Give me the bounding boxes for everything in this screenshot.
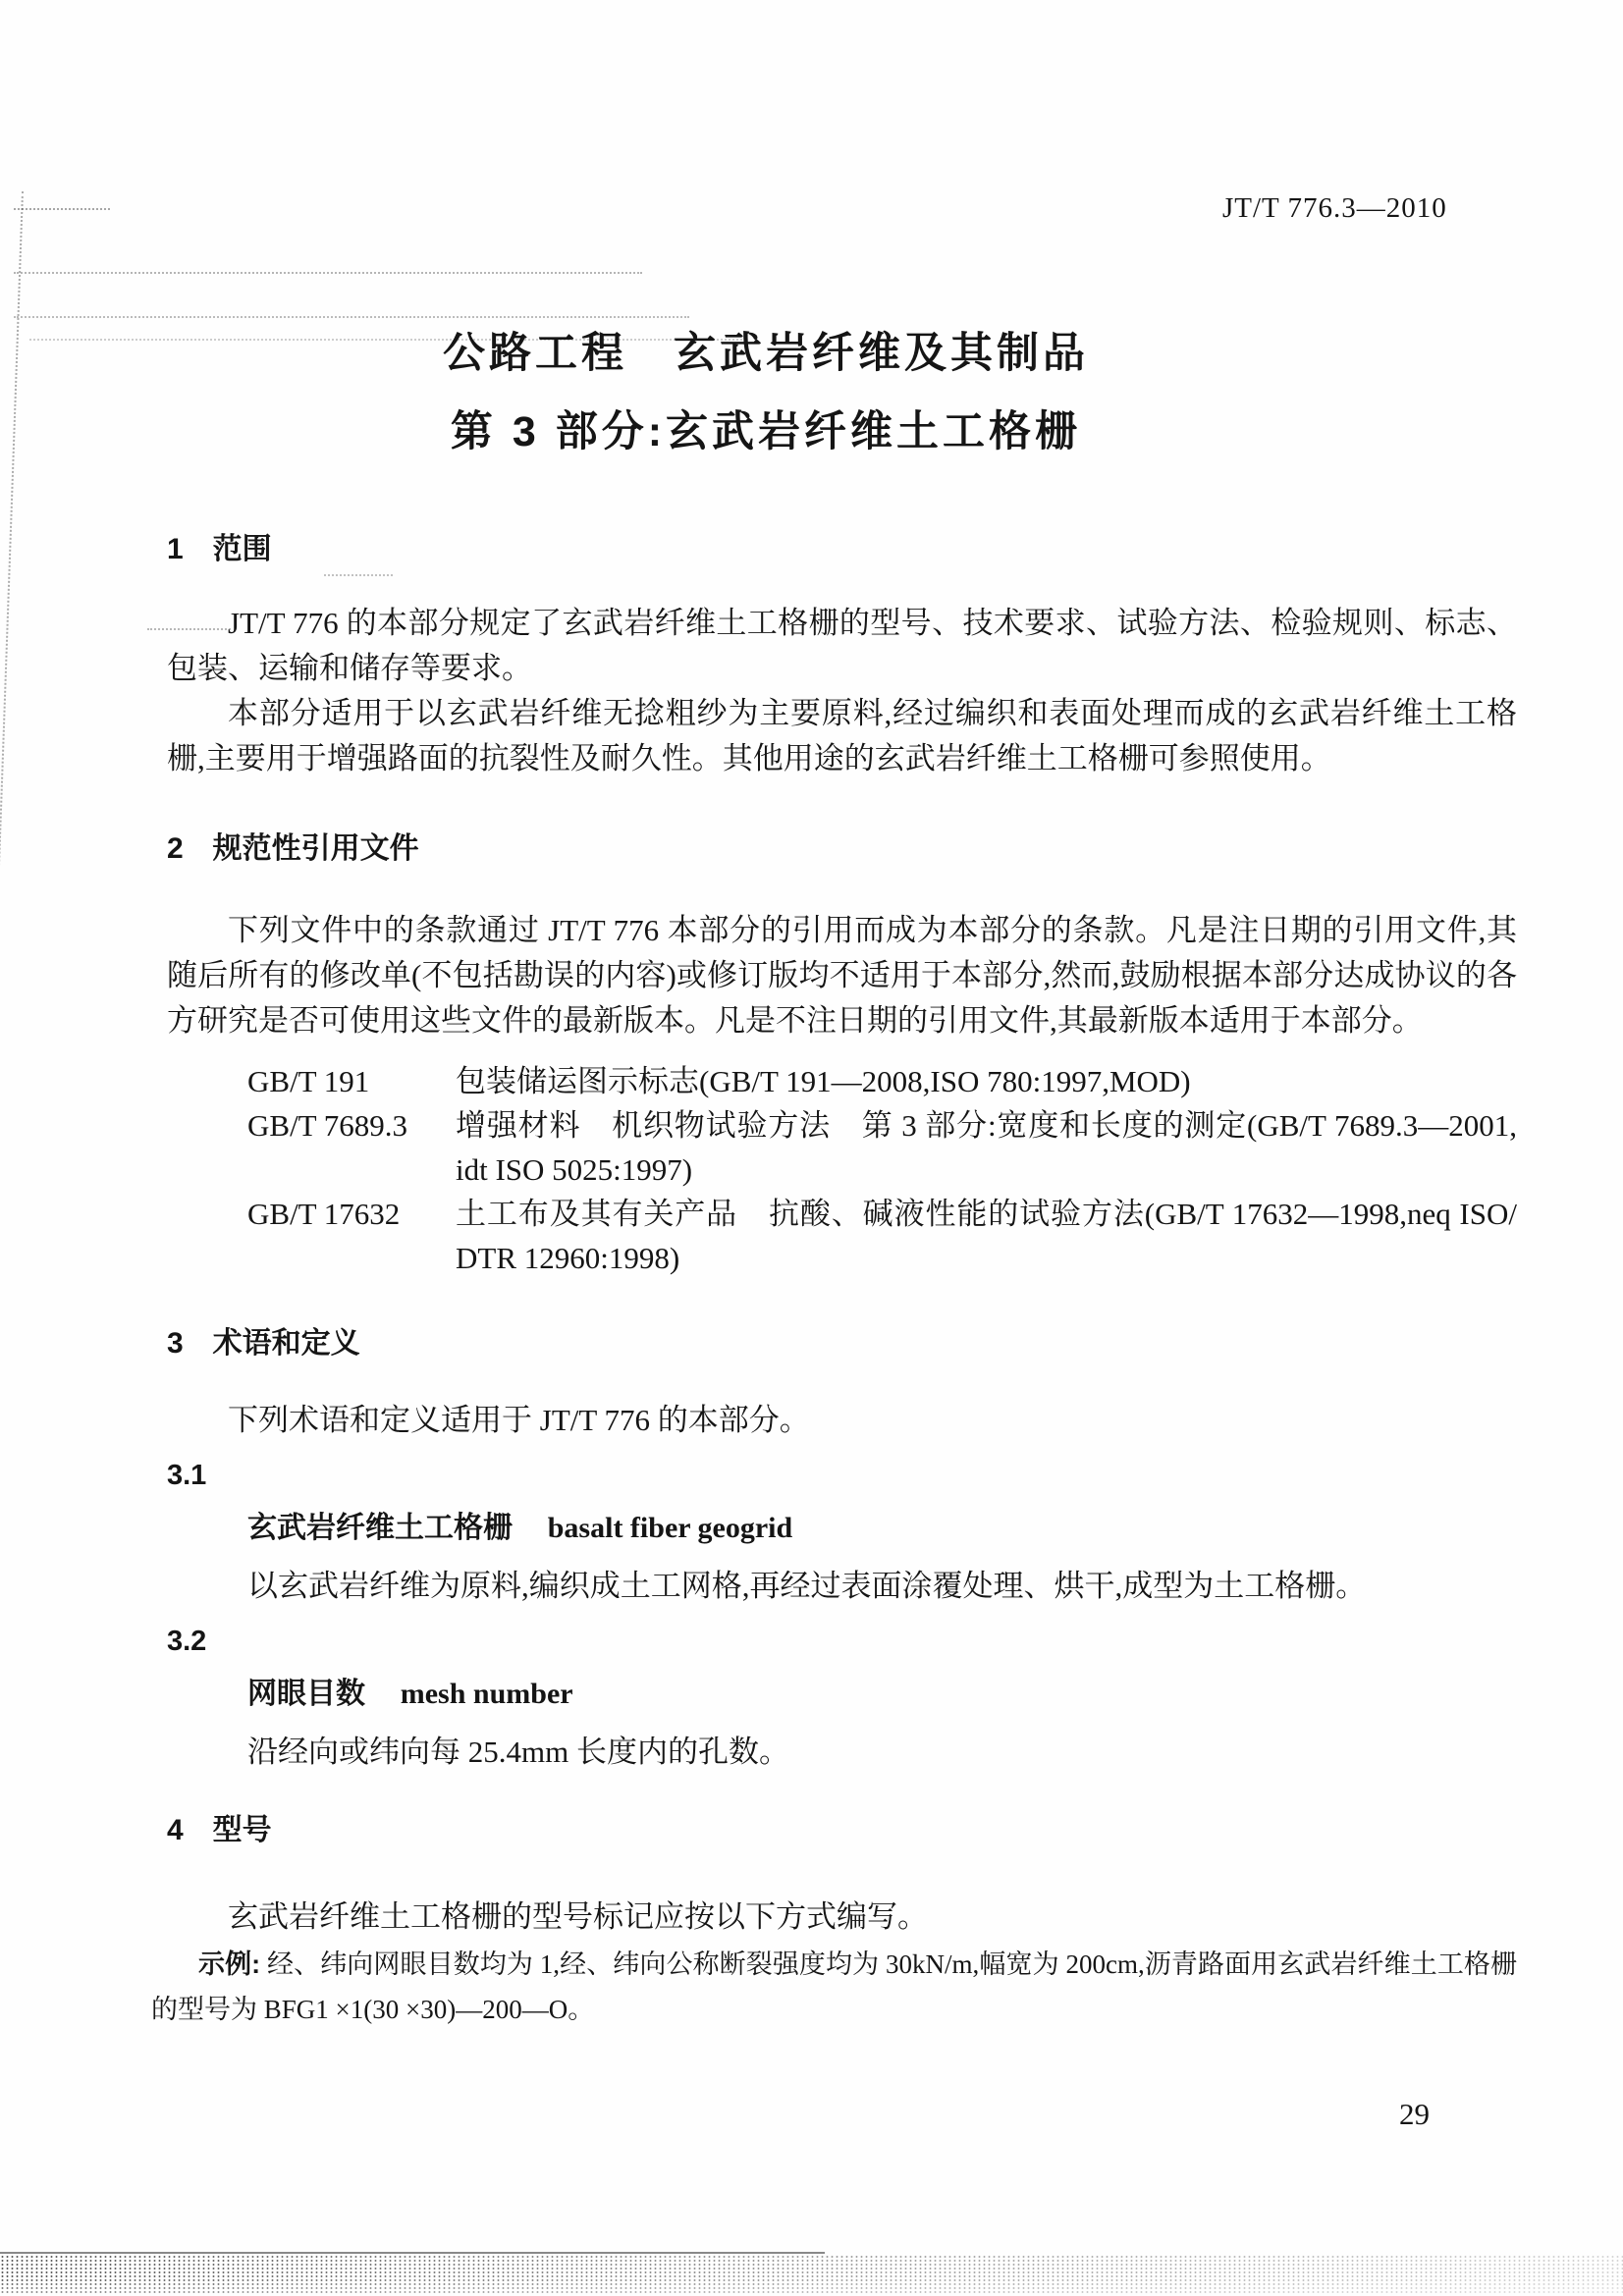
title-line-2: 第 3 部分:玄武岩纤维土工格栅 bbox=[450, 408, 1082, 455]
scan-artifact-noise-band bbox=[0, 2255, 1623, 2294]
document-title bbox=[0, 320, 1532, 458]
term-chinese: 网眼目数 bbox=[247, 1678, 365, 1710]
term-definition: 沿经向或纬向每 25.4mm 长度内的孔数。 bbox=[247, 1735, 789, 1769]
document-body bbox=[151, 530, 1517, 2032]
term-title bbox=[247, 1506, 1517, 1550]
section-1-heading: 1 范围 bbox=[167, 533, 272, 565]
reference-code: GB/T 191 bbox=[247, 1064, 370, 1098]
term-title bbox=[247, 1672, 1517, 1716]
section-3-intro: 下列术语和定义适用于 JT/T 776 的本部分。 bbox=[228, 1403, 810, 1437]
reference-title: 土工布及其有关产品 抗酸、碱液性能的试验方法(GB/T 17632—1998,neq ISO/ DTR 12960:1998) bbox=[456, 1197, 1517, 1275]
title-line-1: 公路工程 玄武岩纤维及其制品 bbox=[443, 330, 1089, 377]
section-2-heading: 2 规范性引用文件 bbox=[167, 832, 419, 865]
section-2-paragraph-1: 下列文件中的条款通过 JT/T 776 本部分的引用而成为本部分的条款。凡是注日期的引用文件,其随后所有的修改单(不包括勘误的内容)或修订版均不适用于本部分,然而,鼓励根据本部分达成协议的各方研究是否可使用这些文件的最新版本。凡是不注日期的引用文件,其最新版本适用于本部分。 bbox=[167, 913, 1517, 1038]
term-chinese: 玄武岩纤维土工格栅 bbox=[247, 1512, 513, 1544]
section-1-paragraph-2: 本部分适用于以玄武岩纤维无捻粗纱为主要原料,经过编织和表面处理而成的玄武岩纤维土工格栅,主要用于增强路面的抗裂性及耐久性。其他用途的玄武岩纤维土工格栅可参照使用。 bbox=[167, 696, 1517, 775]
reference-item bbox=[247, 1103, 1517, 1192]
section-4-paragraph-1: 玄武岩纤维土工格栅的型号标记应按以下方式编写。 bbox=[228, 1899, 928, 1934]
reference-code: GB/T 17632 bbox=[247, 1197, 401, 1231]
term-english: basalt fiber geogrid bbox=[547, 1512, 793, 1544]
section-3-heading: 3 术语和定义 bbox=[167, 1327, 360, 1360]
reference-code: GB/T 7689.3 bbox=[247, 1108, 408, 1143]
section-4-heading: 4 型号 bbox=[167, 1814, 272, 1846]
scan-artifact-dotted-line bbox=[14, 208, 110, 210]
scan-artifact-bottom-edge bbox=[0, 2252, 825, 2254]
term-number: 3.1 bbox=[167, 1460, 207, 1491]
standard-number: JT/T 776.3—2010 bbox=[1222, 192, 1447, 224]
term-number: 3.2 bbox=[167, 1626, 207, 1657]
example-text: 经、纬向网眼目数均为 1,经、纬向公称断裂强度均为 30kN/m,幅宽为 200cm,沥青路面用玄武岩纤维土工格栅的型号为 BFG1 ×1(30 ×30)—200—O。 bbox=[151, 1949, 1517, 2024]
reference-title: 增强材料 机织物试验方法 第 3 部分:宽度和长度的测定(GB/T 7689.3—2001, idt ISO 5025:1997) bbox=[456, 1108, 1517, 1187]
term-definition: 以玄武岩纤维为原料,编织成土工网格,再经过表面涂覆处理、烘干,成型为土工格栅。 bbox=[247, 1569, 1367, 1603]
reference-title: 包装储运图示标志(GB/T 191—2008,ISO 780:1997,MOD) bbox=[456, 1064, 1191, 1098]
section-4-example bbox=[151, 1942, 1517, 2032]
normative-references-list bbox=[247, 1059, 1517, 1280]
scan-artifact-dotted-line bbox=[14, 316, 689, 318]
reference-item bbox=[247, 1192, 1517, 1280]
reference-item bbox=[247, 1059, 1517, 1103]
page-number: 29 bbox=[1399, 2097, 1430, 2131]
scan-artifact-dotted-line bbox=[14, 272, 642, 274]
example-label: 示例: bbox=[198, 1949, 261, 1979]
section-1-paragraph-1: JT/T 776 的本部分规定了玄武岩纤维土工格栅的型号、技术要求、试验方法、检验规则、标志、包装、运输和储存等要求。 bbox=[167, 606, 1517, 685]
scan-artifact-vertical-line bbox=[0, 191, 24, 2227]
term-english: mesh number bbox=[400, 1678, 573, 1710]
